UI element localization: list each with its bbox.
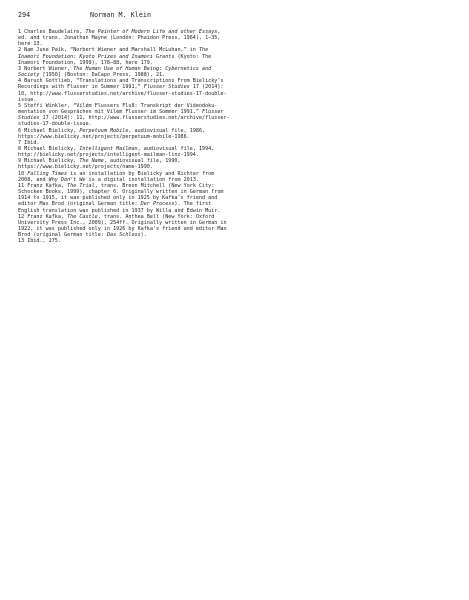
endnote: 13 Ibid., 275.: [18, 238, 61, 245]
endnote-title-italic: The Painter of Modern Life and other Essays: [85, 29, 218, 35]
endnote: 8 Michael Bielicky, Intelligent Mailman, audiovisual file, 1994, http://bielicky.net/projects/intelligent-mailman-linz-1994.: [18, 145, 218, 159]
endnotes-list: [18, 29, 230, 244]
endnote-title-italic: The Name: [79, 158, 104, 165]
endnote: 12 Franz Kafka, The Castle, trans. Anthea Bell (New York: Oxford University Press Inc., 2009), 254ff. Originally written in German in 1922, it was published only in 1926 by Kafka’s friend and editor Max Brod (original German title: Das Schloss).: [18, 213, 230, 239]
endnote: 4 Baruch Gottlieb, “Translations and Transcriptions From Bielicky’s Recordings with Flusser in Summer 1991,” Flusser Studies 17 (2014): 10, http://www.flusserstudies.net/archive/flusser-studies-17-double-issue.: [18, 78, 227, 103]
running-head-author: Norman M. Klein: [90, 11, 152, 19]
endnote-title-italic: Flusser Studies: [18, 109, 227, 122]
endnote: 6 Michael Bielicky, Perpetuum Mobile, audiovisual file, 1986, https://www.bielicky.net/projects/perpetuum-mobile-1986.: [18, 127, 209, 140]
endnote-title-italic: The Castle: [67, 213, 98, 220]
endnote-title-italic: The Inamori Foundation: Kyoto Prizes and Inamori Grants: [18, 47, 212, 60]
endnote-title-italic: Why Don’t We: [48, 176, 86, 183]
endnote: 3 Norbert Wiener, The Human Use of Human Being: Cybernetics and Society [1950] (Boston: DaCapo Press, 1988), 21.: [18, 65, 215, 79]
endnote-title-italic: Der Process: [140, 201, 175, 208]
endnote-title-italic: The Human Use of Human Being: Cybernetics and Society: [18, 65, 215, 79]
endnote: 7 Ibid.: [18, 139, 40, 146]
endnote-title-italic: Intelligent Mailman: [79, 145, 138, 152]
endnote: 5 Steffi Winkler, “Vilém Flussers Flu8: Transkript der Videodoku-mentation von Gesprächen mit Vilém Flusser im Sommer 1991,” Flusser Studies 17 (2014): 11, http://www.flusserstudies.net/archive/flusser-studies-17-double-issue.: [18, 102, 230, 128]
endnote: 10 Falling Times is an installation by Bielicky and Richter from 2008, and Why Don’t We is a digital installation from 2013.: [18, 170, 218, 183]
page-number: 294: [18, 11, 31, 19]
endnote: 2 Nam June Paik, “Norbert Wiener and Marshall McLuhan,” in The Inamori Foundation: Kyoto Prizes and Inamori Grants (Kyoto: The Inamori Foundation, 1999), 178–88, here 179.: [18, 47, 215, 66]
endnote-title-italic: The Trial: [67, 182, 95, 189]
endnote: 1 Charles Baudelaire, The Painter of Modern Life and other Essays, ed. and trans. Jonathan Mayne (London: Phaidon Press, 1964), 1–35, here 13.: [18, 29, 224, 48]
endnote: 9 Michael Bielicky, The Name, audiovisual file, 1990, https://www.bielicky.net/projects/name-1990.: [18, 158, 184, 171]
endnote-title-italic: Falling Times: [27, 170, 68, 177]
endnote-title-italic: Perpetuum Mobile: [79, 127, 129, 134]
endnote: 11 Franz Kafka, The Trial, trans. Breon Mitchell (New York City: Schocken Books, 1999), chapter 6. Originally written in German from 1914 to 1915, it was published only in 1925 by Kafka’s friend and editor Max Brod (original German title: Der Process). The first English translation was published in 1937 by Willa and Edwin Muir.: [18, 182, 227, 214]
endnote-title-italic: Das Schloss: [106, 232, 141, 239]
endnote-title-italic: Flusser Studies: [143, 84, 190, 91]
